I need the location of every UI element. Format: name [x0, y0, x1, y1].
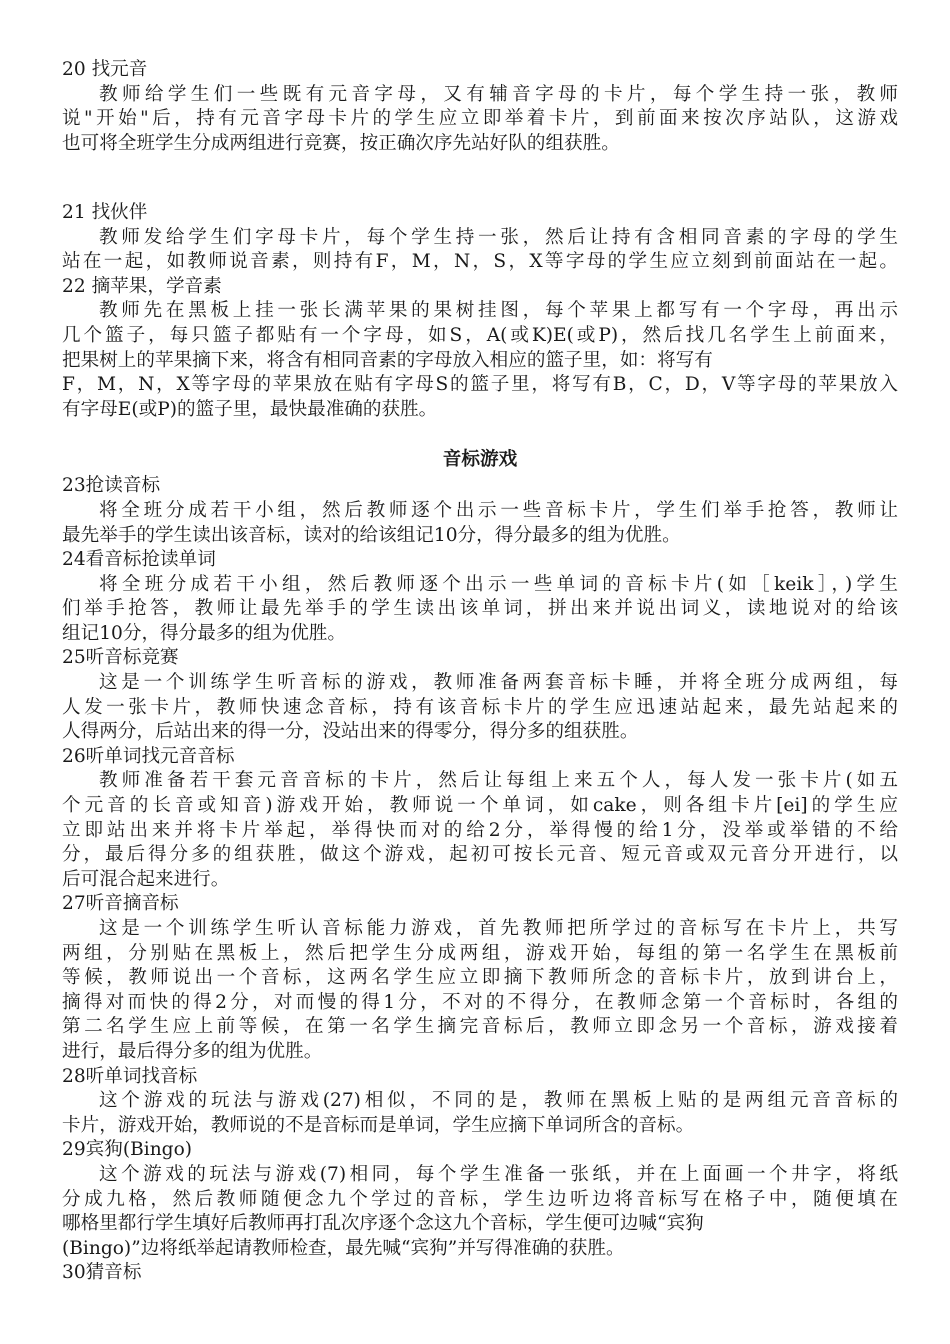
section-23 — [62, 474, 898, 548]
heading-23: 23抢读音标 — [62, 475, 161, 497]
paragraph-line: 等候，教师说出一个音标，这两名学生应立即摘下教师所念的音标卡片，放到讲台上， — [62, 967, 898, 989]
heading-22: 22 摘苹果，学音素 — [62, 275, 222, 297]
heading-24: 24看音标抢读单词 — [62, 549, 216, 571]
heading-30: 30猜音标 — [62, 1262, 142, 1284]
spacer — [62, 422, 898, 442]
paragraph-line: 卡片，游戏开始，教师说的不是音标而是单词，学生应摘下单词所含的音标。 — [62, 1114, 695, 1136]
spacer — [62, 156, 898, 181]
paragraph-line: 组记10分，得分最多的组为优胜。 — [62, 622, 346, 644]
section-29 — [62, 1138, 898, 1261]
paragraph-line: 几个篮子，每只篮子都贴有一个字母，如S，A(或K)E(或P)，然后找几名学生上前面来， — [62, 324, 898, 346]
paragraph-line: 教师准备若干套元音音标的卡片，然后让每组上来五个人，每人发一张卡片(如五 — [99, 770, 898, 792]
paragraph-line: F，M，N，X等字母的苹果放在贴有字母S的篮子里，将写有B，C，D，V等字母的苹果放入 — [62, 374, 898, 396]
paragraph-line: 说"开始"后，持有元音字母卡片的学生应立即举着卡片，到前面来按次序站队，这游戏 — [62, 108, 898, 130]
section-25 — [62, 646, 898, 744]
heading-21: 21 找伙伴 — [62, 201, 148, 223]
paragraph-line: 人得两分，后站出来的得一分，没站出来的得零分，得分多的组获胜。 — [62, 721, 639, 743]
paragraph-line: 最先举手的学生读出该音标，读对的给该组记10分，得分最多的组为优胜。 — [62, 524, 681, 546]
paragraph-line: 这是一个训练学生听认音标能力游戏，首先教师把所学过的音标写在卡片上，共写 — [99, 918, 898, 939]
paragraph-line: 分，最后得分多的组获胜，做这个游戏，起初可按长元音、短元音或双元音分开进行，以 — [62, 844, 898, 866]
section-28 — [62, 1065, 898, 1139]
paragraph-line: 教师先在黑板上挂一张长满苹果的果树挂图，每个苹果上都写有一个字母，再出示 — [99, 300, 898, 322]
section-20 — [62, 58, 898, 156]
heading-25: 25听音标竞赛 — [62, 647, 179, 669]
section-title: 音标游戏 — [442, 449, 518, 471]
section-26 — [62, 745, 898, 893]
spacer — [62, 181, 898, 201]
paragraph-line: 教师给学生们一些既有元音字母，又有辅音字母的卡片，每个学生持一张，教师 — [99, 83, 898, 105]
paragraph-line: (Bingo)”边将纸举起请教师检查，最先喊“宾狗”并写得准确的获胜。 — [62, 1237, 625, 1259]
paragraph-line: 站在一起，如教师说音素，则持有F，M，N，S，X等字母的学生应立刻到前面站在一起。 — [62, 251, 898, 273]
paragraph-line: 后可混合起来进行。 — [62, 868, 230, 890]
paragraph-line: 将全班分成若干小组，然后教师逐个出示一些单词的音标卡片(如［keik］，)学生 — [99, 573, 898, 595]
paragraph-line: 把果树上的苹果摘下来，将含有相同音素的字母放入相应的篮子里，如：将写有 — [62, 349, 713, 371]
paragraph-line: 有字母E(或P)的篮子里，最快最准确的获胜。 — [62, 398, 438, 420]
paragraph-line: 这是一个训练学生听音标的游戏，教师准备两套音标卡睡，并将全班分成两组，每 — [99, 672, 898, 694]
paragraph-line: 们举手抢答，教师让最先举手的学生读出该单词，拼出来并说出词义，读地说对的给该 — [62, 598, 898, 620]
paragraph-line: 个元音的长音或知音)游戏开始，教师说一个单词，如cake，则各组卡片[ei]的学生应 — [62, 795, 898, 817]
section-30 — [62, 1261, 898, 1286]
paragraph-line: 两组，分别贴在黑板上，然后把学生分成两组，游戏开始，每组的第一名学生在黑板前 — [62, 942, 898, 964]
paragraph-line: 摘得对而快的得2分，对而慢的得1分，不对的不得分，在教师念第一个音标时，各组的 — [62, 991, 898, 1013]
paragraph-line: 分成九格，然后教师随便念九个学过的音标，学生边听边将音标写在格子中，随便填在 — [62, 1188, 898, 1210]
heading-26: 26听单词找元音音标 — [62, 745, 235, 767]
section-24 — [62, 548, 898, 646]
paragraph-line: 将全班分成若干小组，然后教师逐个出示一些音标卡片，学生们举手抢答，教师让 — [99, 499, 898, 521]
heading-28: 28听单词找音标 — [62, 1065, 198, 1087]
paragraph-line: 立即站出来并将卡片举起，举得快而对的给2分，举得慢的给1分，没举或举错的不给 — [62, 819, 898, 841]
section-21 — [62, 201, 898, 275]
section-22 — [62, 275, 898, 423]
paragraph-line: 进行，最后得分多的组为优胜。 — [62, 1040, 323, 1062]
paragraph-line: 第二名学生应上前等候，在第一名学生摘完音标后，教师立即念另一个音标，游戏接着 — [62, 1016, 898, 1038]
document-page — [62, 58, 898, 1286]
section-27 — [62, 892, 898, 1064]
paragraph-line: 这个游戏的玩法与游戏(27)相似，不同的是，教师在黑板上贴的是两组元音音标的 — [99, 1090, 898, 1112]
paragraph-line: 这个游戏的玩法与游戏(7)相同，每个学生准备一张纸，并在上面画一个井字，将纸 — [99, 1163, 898, 1185]
heading-20: 20 找元音 — [62, 59, 148, 80]
paragraph-line: 人发一张卡片，教师快速念音标，持有该音标卡片的学生应迅速站起来，最先站起来的 — [62, 696, 898, 718]
paragraph-line: 也可将全班学生分成两组进行竞赛，按正确次序先站好队的组获胜。 — [62, 132, 620, 154]
paragraph-line: 教师发给学生们字母卡片，每个学生持一张，然后让持有含相同音素的字母的学生 — [99, 226, 898, 248]
paragraph-line: 哪格里都行学生填好后教师再打乱次序逐个念这九个音标，学生便可边喊“宾狗 — [62, 1213, 704, 1235]
heading-29: 29宾狗(Bingo) — [62, 1139, 193, 1161]
heading-27: 27听音摘音标 — [62, 893, 179, 915]
